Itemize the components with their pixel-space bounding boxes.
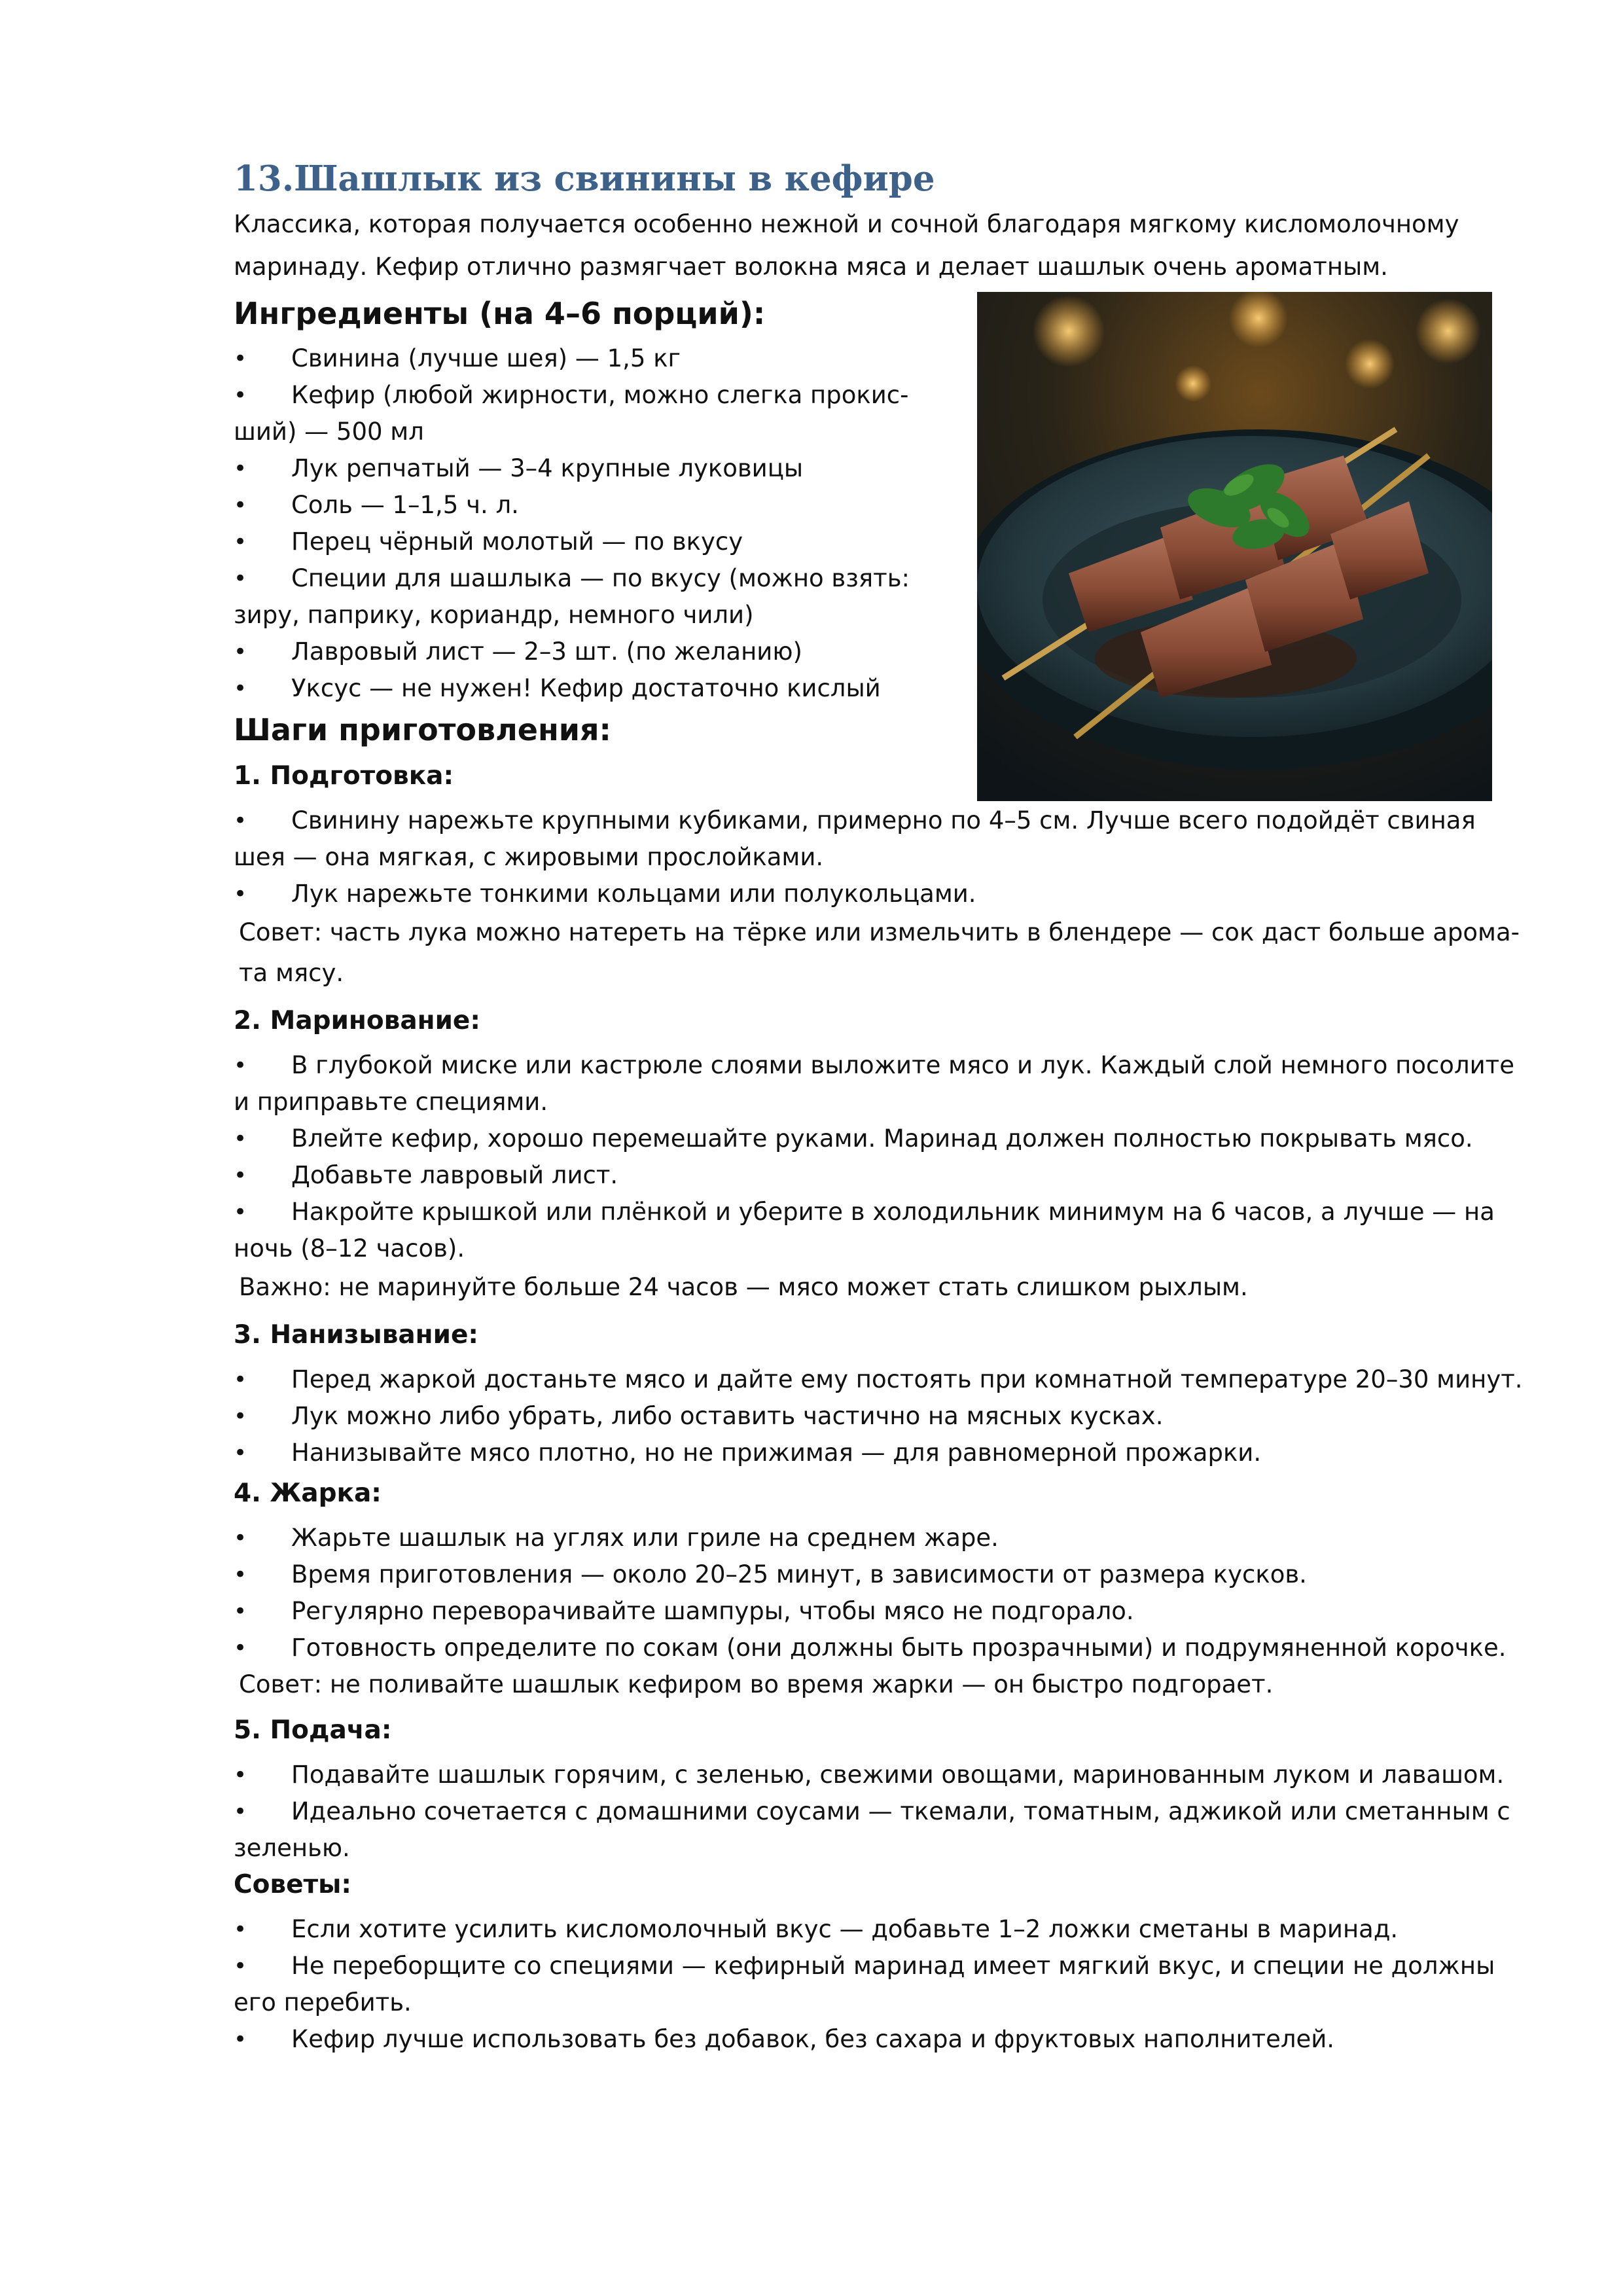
section-list bbox=[234, 1520, 1526, 1666]
section-note: Совет: не поливайте шашлык кефиром во время жарки — он быстро подгорает. bbox=[239, 1670, 1274, 1698]
ingredient-text: Свинина (лучше шея) — 1,5 кг bbox=[291, 344, 681, 372]
bullet-icon: • bbox=[234, 881, 247, 907]
tip-text: Кефир лучше использовать без добавок, без сахара и фруктовых наполнителей. bbox=[291, 2025, 1335, 2053]
step-item bbox=[234, 1194, 1526, 1267]
ingredient-item bbox=[234, 524, 934, 560]
step-item bbox=[234, 802, 1526, 876]
ingredients-list bbox=[234, 340, 934, 707]
step-item bbox=[234, 1047, 1526, 1121]
step-text: Свинину нарежьте крупными кубиками, примерно по 4–5 см. Лучше всего подойдёт свиная шея — она мягкая, с жировыми прослойками. bbox=[234, 806, 1476, 871]
step-text: Перед жаркой достаньте мясо и дайте ему постоять при комнатной температуре 20–30 минут. bbox=[291, 1365, 1523, 1393]
ingredient-text: Лавровый лист — 2–3 шт. (по желанию) bbox=[291, 637, 802, 666]
ingredient-item bbox=[234, 487, 934, 524]
bullet-icon: • bbox=[234, 808, 247, 834]
step-item bbox=[234, 1757, 1526, 1793]
tip-item bbox=[234, 1948, 1526, 2021]
bullet-icon: • bbox=[234, 1635, 247, 1661]
bullet-icon: • bbox=[234, 346, 247, 372]
step-item bbox=[234, 1361, 1526, 1398]
step-text: Жарьте шашлык на углях или гриле на среднем жаре. bbox=[291, 1524, 999, 1552]
section-heading: 4. Жарка: bbox=[234, 1479, 382, 1508]
recipe-intro: Классика, которая получается особенно нежной и сочной благодаря мягкому кисломолочному маринаду. Кефир отлично размягчает волокна мяса и делает шашлык очень ароматным. bbox=[234, 210, 1459, 281]
step-item bbox=[234, 876, 1526, 912]
ingredient-item bbox=[234, 340, 934, 377]
section-heading: 1. Подготовка: bbox=[234, 761, 454, 791]
bullet-icon: • bbox=[234, 675, 247, 702]
section-list bbox=[234, 802, 1526, 912]
step-item bbox=[234, 1630, 1526, 1666]
bullet-icon: • bbox=[234, 492, 247, 518]
tip-text: Не переборщите со специями — кефирный маринад имеет мягкий вкус, и специи не должны его перебить. bbox=[234, 1952, 1495, 2017]
bullet-icon: • bbox=[234, 456, 247, 482]
bullet-icon: • bbox=[234, 1762, 247, 1788]
bullet-icon: • bbox=[234, 529, 247, 555]
ingredient-text: Соль — 1–1,5 ч. л. bbox=[291, 491, 519, 519]
tips-list bbox=[234, 1911, 1526, 2058]
section-note: Важно: не маринуйте больше 24 часов — мясо может стать слишком рыхлым. bbox=[239, 1273, 1248, 1301]
step-text: Накройте крышкой или плёнкой и уберите в холодильник минимум на 6 часов, а лучше — на ночь (8–12 часов). bbox=[234, 1198, 1495, 1263]
recipe-title: 13.Шашлык из свинины в кефире bbox=[234, 158, 935, 199]
bullet-icon: • bbox=[234, 1953, 247, 1979]
bullet-icon: • bbox=[234, 2026, 247, 2053]
bullet-icon: • bbox=[234, 639, 247, 665]
step-text: Готовность определите по сокам (они должны быть прозрачными) и подрумяненной корочке. bbox=[291, 1634, 1507, 1662]
ingredients-heading: Ингредиенты (на 4–6 порций): bbox=[234, 296, 766, 331]
step-section bbox=[234, 1475, 1526, 1703]
step-text: Влейте кефир, хорошо перемешайте руками. Маринад должен полностью покрывать мясо. bbox=[291, 1124, 1473, 1153]
bullet-icon: • bbox=[234, 1562, 247, 1588]
shashlik-photo bbox=[977, 292, 1492, 801]
ingredient-item bbox=[234, 560, 934, 634]
step-item bbox=[234, 1398, 1526, 1435]
step-text: В глубокой миске или кастрюле слоями выложите мясо и лук. Каждый слой немного посолите и приправьте специями. bbox=[234, 1051, 1514, 1116]
bullet-icon: • bbox=[234, 1403, 247, 1429]
bullet-icon: • bbox=[234, 1126, 247, 1152]
section-list bbox=[234, 1361, 1526, 1471]
step-text: Нанизывайте мясо плотно, но не прижимая — для равномерной прожарки. bbox=[291, 1439, 1262, 1467]
bullet-icon: • bbox=[234, 1525, 247, 1551]
ingredient-item bbox=[234, 634, 934, 670]
section-heading: 3. Нанизывание: bbox=[234, 1320, 479, 1350]
bullet-icon: • bbox=[234, 1916, 247, 1943]
steps-content bbox=[234, 758, 1526, 2058]
ingredient-item bbox=[234, 450, 934, 487]
step-text: Идеально сочетается с домашними соусами — ткемали, томатным, аджикой или сметанным с зеленью. bbox=[234, 1797, 1510, 1862]
section-heading: 2. Маринование: bbox=[234, 1006, 480, 1035]
step-section bbox=[234, 1317, 1526, 1471]
step-section bbox=[234, 1712, 1526, 1867]
tips-heading: Советы: bbox=[234, 1870, 352, 1899]
bullet-icon: • bbox=[234, 1052, 247, 1079]
section-list bbox=[234, 1047, 1526, 1267]
ingredient-text: Специи для шашлыка — по вкусу (можно взять: зиру, паприку, кориандр, немного чили) bbox=[234, 564, 910, 629]
section-heading: 5. Подача: bbox=[234, 1715, 392, 1745]
step-text: Время приготовления — около 20–25 минут, в зависимости от размера кусков. bbox=[291, 1560, 1307, 1588]
section-list bbox=[234, 1757, 1526, 1867]
step-text: Лук можно либо убрать, либо оставить частично на мясных кусках. bbox=[291, 1402, 1164, 1430]
bullet-icon: • bbox=[234, 1598, 247, 1624]
tips-section bbox=[234, 1867, 1526, 2058]
step-section bbox=[234, 1003, 1526, 1308]
step-item bbox=[234, 1157, 1526, 1194]
section-note: Совет: часть лука можно натереть на тёрке или измельчить в блендере — сок даст больше аромата мясу. bbox=[239, 918, 1520, 987]
tip-text: Если хотите усилить кисломолочный вкус — добавьте 1–2 ложки сметаны в маринад. bbox=[291, 1915, 1399, 1943]
ingredient-text: Кефир (любой жирности, можно слегка прокисший) — 500 мл bbox=[234, 381, 909, 446]
bullet-icon: • bbox=[234, 382, 247, 408]
ingredient-text: Уксус — не нужен! Кефир достаточно кислый bbox=[291, 674, 881, 702]
ingredient-text: Лук репчатый — 3–4 крупные луковицы bbox=[291, 454, 804, 482]
bullet-icon: • bbox=[234, 1799, 247, 1825]
ingredient-item bbox=[234, 377, 934, 450]
bullet-icon: • bbox=[234, 1440, 247, 1466]
ingredient-text: Перец чёрный молотый — по вкусу bbox=[291, 528, 743, 556]
step-text: Подавайте шашлык горячим, с зеленью, свежими овощами, маринованным луком и лавашом. bbox=[291, 1761, 1505, 1789]
step-item bbox=[234, 1556, 1526, 1593]
step-text: Регулярно переворачивайте шампуры, чтобы мясо не подгорало. bbox=[291, 1597, 1134, 1625]
bullet-icon: • bbox=[234, 565, 247, 592]
step-item bbox=[234, 1435, 1526, 1471]
step-item bbox=[234, 1793, 1526, 1867]
steps-heading: Шаги приготовления: bbox=[234, 712, 611, 747]
ingredient-item bbox=[234, 670, 934, 707]
step-section bbox=[234, 758, 1526, 994]
bullet-icon: • bbox=[234, 1367, 247, 1393]
step-item bbox=[234, 1121, 1526, 1157]
bullet-icon: • bbox=[234, 1162, 247, 1189]
step-text: Добавьте лавровый лист. bbox=[291, 1161, 618, 1189]
step-item bbox=[234, 1520, 1526, 1556]
bullet-icon: • bbox=[234, 1199, 247, 1225]
tip-item bbox=[234, 1911, 1526, 1948]
step-text: Лук нарежьте тонкими кольцами или полукольцами. bbox=[291, 880, 976, 908]
step-item bbox=[234, 1593, 1526, 1630]
tip-item bbox=[234, 2021, 1526, 2058]
